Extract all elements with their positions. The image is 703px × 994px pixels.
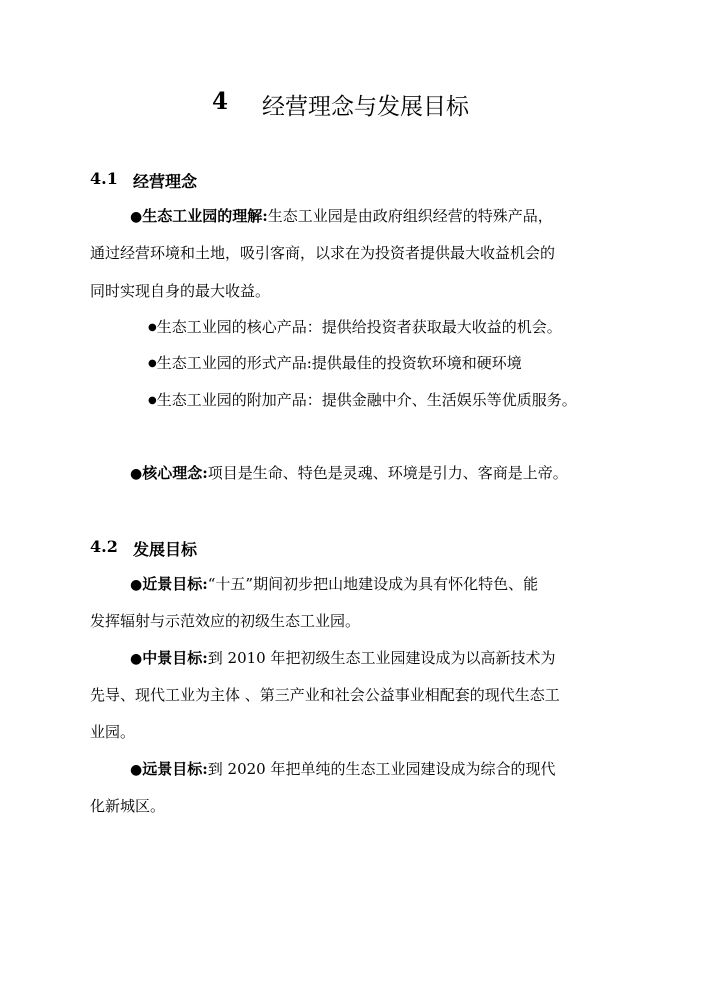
paragraph-line: 化新城区。 (90, 797, 166, 815)
term-label: 生态工业园的理解: (142, 207, 268, 225)
paragraph-near-goal (130, 573, 538, 594)
paragraph-line: 通过经营环境和土地，吸引客商，以求在为投资者提供最大收益机会的 (90, 244, 556, 262)
bullet: ● (130, 762, 143, 778)
paragraph-far-goal (130, 758, 555, 779)
bullet: ● (130, 577, 143, 593)
bullet: ● (130, 466, 143, 482)
paragraph-text: 生态工业园是由政府组织经营的特殊产品， (267, 207, 553, 225)
list-item-text: 生态工业园的附加产品：提供金融中介、生活娱乐等优质服务。 (156, 391, 577, 409)
paragraph-line: 发挥辐射与示范效应的初级生态工业园。 (90, 612, 361, 630)
list-item-text: 生态工业园的形式产品:提供最佳的投资软环境和硬环境 (156, 354, 522, 372)
paragraph-text: “十五”期间初步把山地建设成为具有怀化特色、能 (207, 575, 539, 593)
paragraph-text: 到 2020 年把单纯的生态工业园建设成为综合的现代 (207, 760, 556, 778)
bullet: ● (148, 322, 157, 333)
section-title: 经营理念 (133, 172, 198, 191)
section-number: 4.1 (90, 169, 118, 188)
paragraph-core-concept (130, 462, 568, 483)
section-title: 发展目标 (133, 540, 198, 559)
paragraph-text: 项目是生命、特色是灵魂、环境是引力、客商是上帝。 (207, 464, 568, 482)
section-number: 4.2 (90, 537, 118, 556)
chapter-number: 4 (212, 88, 229, 115)
chapter-title: 经营理念与发展目标 (262, 94, 469, 120)
paragraph-text: 到 2010 年把初级生态工业园建设成为以高新技术为 (207, 649, 556, 667)
list-item (148, 316, 562, 337)
bullet: ● (148, 395, 157, 406)
bullet: ● (148, 358, 157, 369)
term-label: 远景目标: (142, 760, 208, 778)
paragraph-understanding (130, 205, 553, 226)
paragraph-line: 同时实现自身的最大收益。 (90, 282, 271, 300)
paragraph-line: 业园。 (90, 723, 136, 741)
term-label: 核心理念: (142, 464, 208, 482)
bullet: ● (130, 209, 143, 225)
term-label: 中景目标: (142, 649, 208, 667)
bullet: ● (130, 651, 143, 667)
list-item (148, 389, 577, 410)
term-label: 近景目标: (142, 575, 208, 593)
list-item-text: 生态工业园的核心产品：提供给投资者获取最大收益的机会。 (156, 318, 562, 336)
paragraph-line: 先导、现代工业为主体 、第三产业和社会公益事业相配套的现代生态工 (90, 686, 560, 704)
paragraph-mid-goal (130, 647, 555, 668)
list-item (148, 352, 522, 373)
